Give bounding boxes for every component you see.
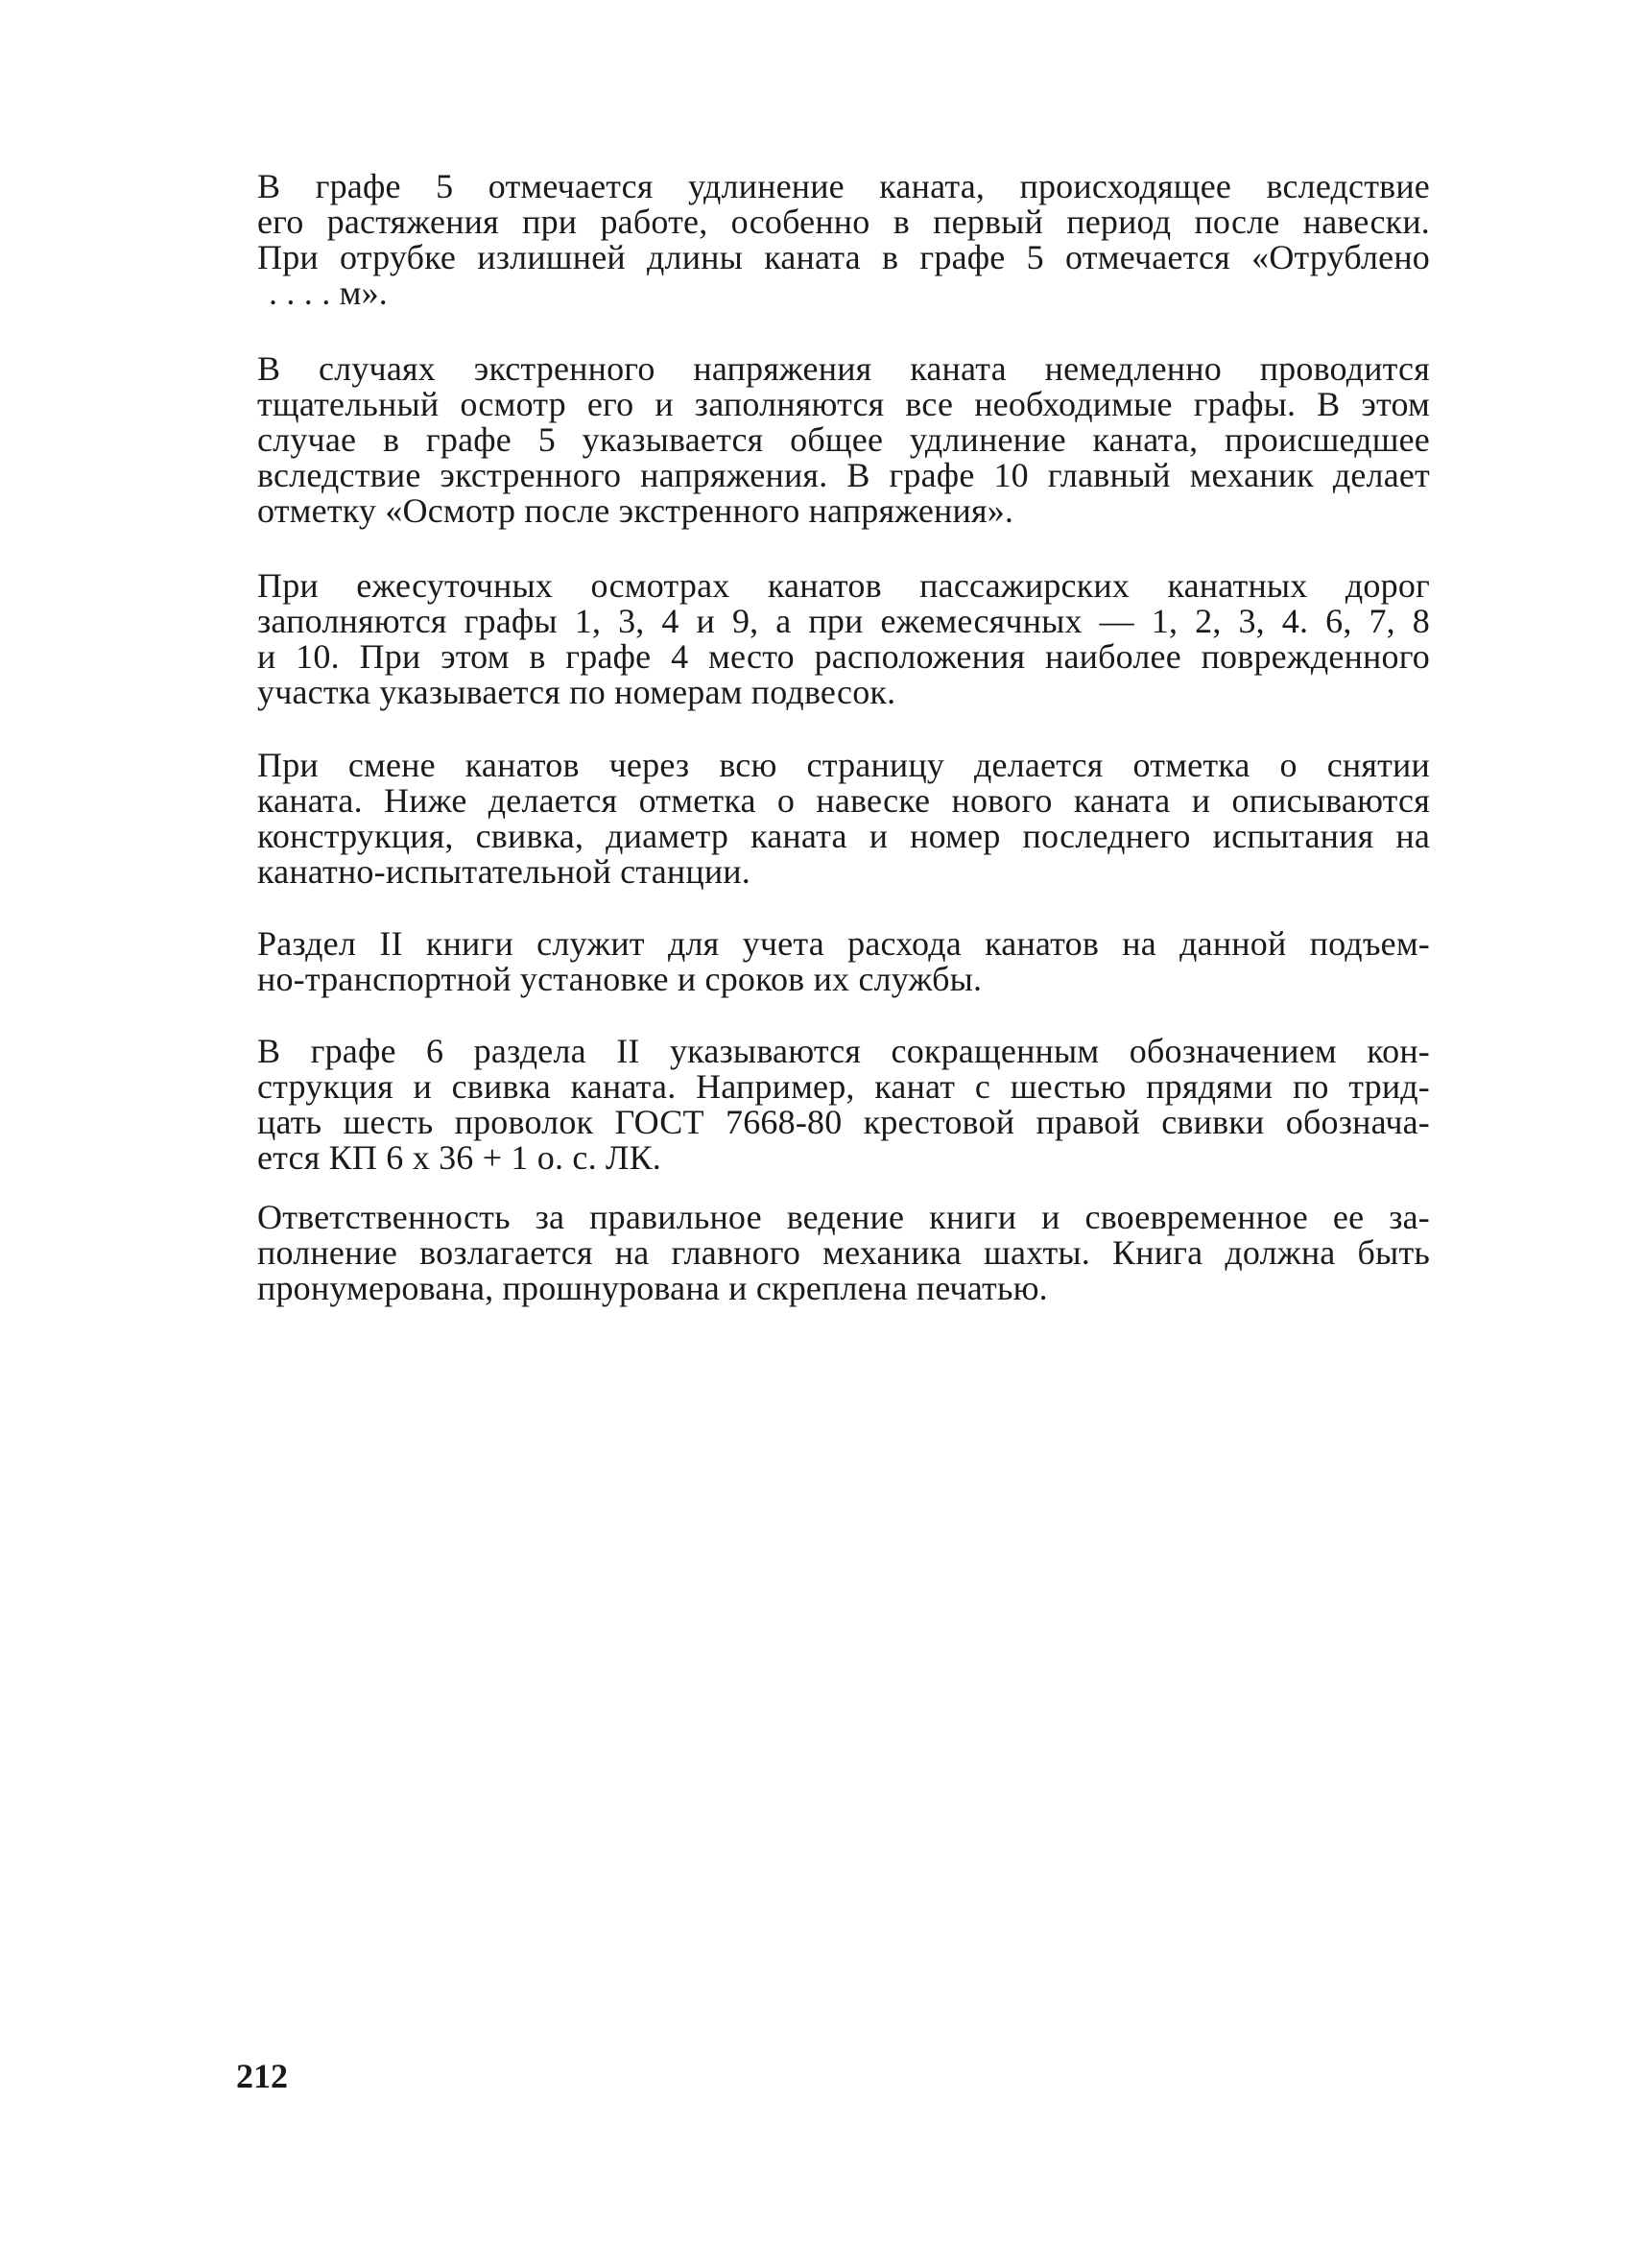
paragraph-line: но-транспортной установке и сроков их службы. xyxy=(257,960,983,998)
paragraph-line: каната. Ниже делается отметка о навеске нового каната и описываются xyxy=(257,781,1430,820)
paragraph-line: канатно-испытательной станции. xyxy=(257,852,750,891)
paragraph-line: заполняются графы 1, 3, 4 и 9, а при ежемесячных — 1, 2, 3, 4. 6, 7, 8 xyxy=(257,602,1430,640)
paragraph-line: . . . . м». xyxy=(269,274,388,312)
paragraph-line: цать шесть проволок ГОСТ 7668-80 крестовой правой свивки обознача- xyxy=(257,1103,1430,1141)
paragraph-line: При ежесуточных осмотрах канатов пассажирских канатных дорог xyxy=(257,566,1430,605)
paragraph-line: В случаях экстренного напряжения каната немедленно проводится xyxy=(257,349,1430,388)
paragraph-line: отметку «Осмотр после экстренного напряжения». xyxy=(257,491,1014,530)
paragraph-line: струкция и свивка каната. Например, канат с шестью прядями по трид- xyxy=(257,1067,1430,1106)
paragraph-line: его растяжения при работе, особенно в первый период после навески. xyxy=(257,203,1430,241)
paragraph-line: вследствие экстренного напряжения. В графе 10 главный механик делает xyxy=(257,456,1430,494)
paragraph-line: При смене канатов через всю страницу делается отметка о снятии xyxy=(257,746,1430,784)
paragraph-5 xyxy=(257,926,1430,997)
page-number: 212 xyxy=(236,2057,288,2095)
paragraph-line: и 10. При этом в графе 4 место расположения наиболее поврежденного xyxy=(257,637,1430,676)
paragraph-line: участка указывается по номерам подвесок. xyxy=(257,673,896,711)
paragraph-line: При отрубке излишней длины каната в графе 5 отмечается «Отрублено xyxy=(257,238,1430,276)
paragraph-line: тщательный осмотр его и заполняются все необходимые графы. В этом xyxy=(257,385,1430,423)
paragraph-line: случае в графе 5 указывается общее удлинение каната, происшедшее xyxy=(257,420,1430,459)
paragraph-1 xyxy=(257,169,1430,311)
paragraph-line: конструкция, свивка, диаметр каната и номер последнего испытания на xyxy=(257,817,1430,855)
paragraph-4 xyxy=(257,748,1430,890)
paragraph-line: пронумерована, прошнурована и скреплена печатью. xyxy=(257,1269,1048,1307)
paragraph-line: ется КП 6 х 36 + 1 о. с. ЛК. xyxy=(257,1138,662,1177)
paragraph-line: полнение возлагается на главного механика шахты. Книга должна быть xyxy=(257,1233,1430,1272)
paragraph-line: Ответственность за правильное ведение книги и своевременное ее за- xyxy=(257,1198,1430,1236)
paragraph-line: В графе 6 раздела II указываются сокращенным обозначением кон- xyxy=(257,1032,1430,1070)
paragraph-line: Раздел II книги служит для учета расхода канатов на данной подъем- xyxy=(257,924,1430,963)
paragraph-line: В графе 5 отмечается удлинение каната, происходящее вследствие xyxy=(257,167,1430,205)
paragraph-6 xyxy=(257,1034,1430,1176)
paragraph-7 xyxy=(257,1200,1430,1306)
paragraph-2 xyxy=(257,351,1430,529)
paragraph-3 xyxy=(257,568,1430,710)
